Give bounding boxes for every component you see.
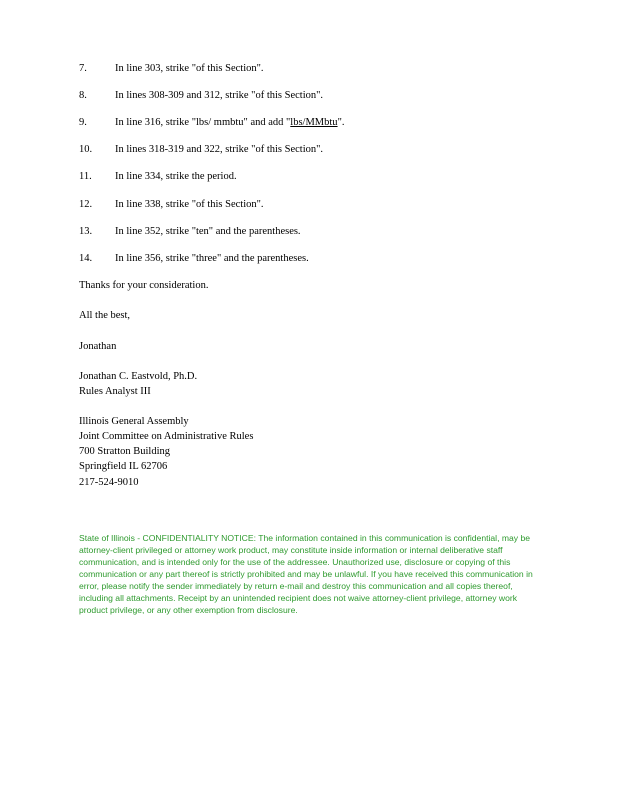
closing-regards: All the best, bbox=[79, 310, 131, 321]
item-text: In line 352, strike "ten" and the parentheses. bbox=[115, 226, 301, 237]
item-text-after: ". bbox=[337, 117, 345, 128]
item-text bbox=[115, 116, 344, 130]
signature-title: Rules Analyst III bbox=[79, 386, 151, 397]
item-number: 10. bbox=[79, 144, 93, 155]
item-text: In line 334, strike the period. bbox=[115, 171, 237, 182]
signature-committee: Joint Committee on Administrative Rules bbox=[79, 431, 254, 442]
item-text: In line 338, strike "of this Section". bbox=[115, 199, 264, 210]
confidentiality-notice: State of Illinois - CONFIDENTIALITY NOTICE: The information contained in this communication is confidential, may be attorney-client privileged or attorney work product, may constitute inside information or internal deliberative staff communication, and is intended only for the use of the addressee. Unauthorized use, disclosure or copying of this communication or any part thereof is strictly prohibited and may be unlawful. If you have received this communication in error, please notify the sender immediately by return e-mail and destroy this communication and all copies thereof, including all attachments. Receipt by an unintended recipient does not waive attorney-client privilege, attorney work product privilege, or any other exemption from disclosure. bbox=[79, 533, 533, 615]
item-text-underlined: lbs/MMbtu bbox=[290, 117, 338, 128]
item-number: 14. bbox=[79, 253, 93, 264]
item-number: 8. bbox=[79, 90, 87, 101]
item-number: 7. bbox=[79, 63, 87, 74]
item-text-before: In line 316, strike "lbs/ mmbtu" and add " bbox=[115, 117, 291, 128]
item-text: In line 303, strike "of this Section". bbox=[115, 63, 264, 74]
item-number: 11. bbox=[79, 171, 92, 182]
closing-thanks: Thanks for your consideration. bbox=[79, 280, 209, 291]
signature-building: 700 Stratton Building bbox=[79, 446, 171, 457]
item-number: 9. bbox=[79, 117, 87, 128]
signature-city: Springfield IL 62706 bbox=[79, 461, 168, 472]
signature-phone: 217-524-9010 bbox=[79, 477, 139, 488]
item-text: In line 356, strike "three" and the parentheses. bbox=[115, 253, 309, 264]
closing-name: Jonathan bbox=[79, 341, 117, 352]
signature-full-name: Jonathan C. Eastvold, Ph.D. bbox=[79, 371, 198, 382]
item-text: In lines 318-319 and 322, strike "of this Section". bbox=[115, 144, 324, 155]
item-number: 12. bbox=[79, 199, 93, 210]
signature-org: Illinois General Assembly bbox=[79, 416, 189, 427]
item-text: In lines 308-309 and 312, strike "of this Section". bbox=[115, 90, 324, 101]
item-number: 13. bbox=[79, 226, 93, 237]
